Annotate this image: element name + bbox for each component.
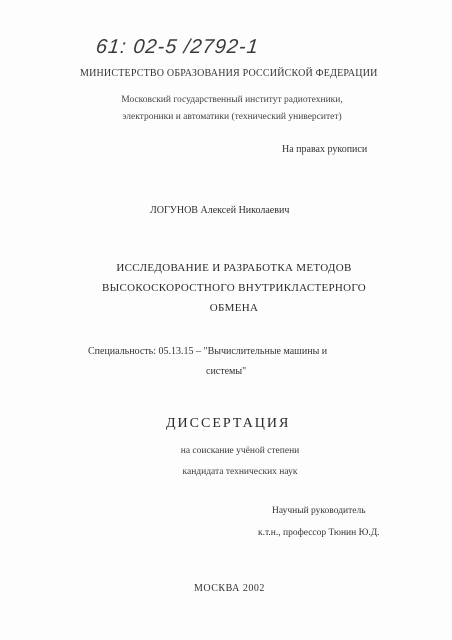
specialty-line-2: системы" bbox=[206, 366, 247, 377]
archive-number: 61: 02-5 /2792-1 bbox=[94, 36, 260, 58]
title-line-1: ИССЛЕДОВАНИЕ И РАЗРАБОТКА МЕТОДОВ bbox=[116, 262, 352, 274]
specialty bbox=[88, 342, 398, 382]
rights-note: На правах рукописи bbox=[282, 144, 368, 155]
title-line-3: ОБМЕНА bbox=[209, 302, 259, 314]
supervisor-label: Научный руководитель bbox=[272, 506, 366, 516]
title-line-2: ВЫСОКОСКОРОСТНОГО ВНУТРИКЛАСТЕРНОГО bbox=[101, 282, 367, 294]
degree-line-1: на соискание учёной степени bbox=[180, 446, 300, 456]
city-year: МОСКВА 2002 bbox=[194, 583, 265, 594]
author-name: ЛОГУНОВ Алексей Николаевич bbox=[150, 205, 290, 216]
university-line-1: Московский государственный институт радиотехники, bbox=[121, 95, 343, 105]
degree-info bbox=[140, 441, 340, 483]
supervisor-name: к.т.н., профессор Тюнин Ю.Д. bbox=[258, 528, 380, 538]
dissertation-title bbox=[84, 258, 384, 318]
specialty-line-1: Специальность: 05.13.15 – "Вычислительные машины и bbox=[88, 346, 328, 357]
university-line-2: электроники и автоматики (технический университет) bbox=[122, 112, 342, 122]
degree-line-2: кандидата технических наук bbox=[182, 467, 298, 477]
supervisor-block bbox=[258, 500, 380, 544]
university-name bbox=[92, 92, 372, 126]
ministry-heading: МИНИСТЕРСТВО ОБРАЗОВАНИЯ РОССИЙСКОЙ ФЕДЕРАЦИИ bbox=[80, 68, 378, 79]
dissertation-heading: ДИССЕРТАЦИЯ bbox=[166, 416, 291, 431]
